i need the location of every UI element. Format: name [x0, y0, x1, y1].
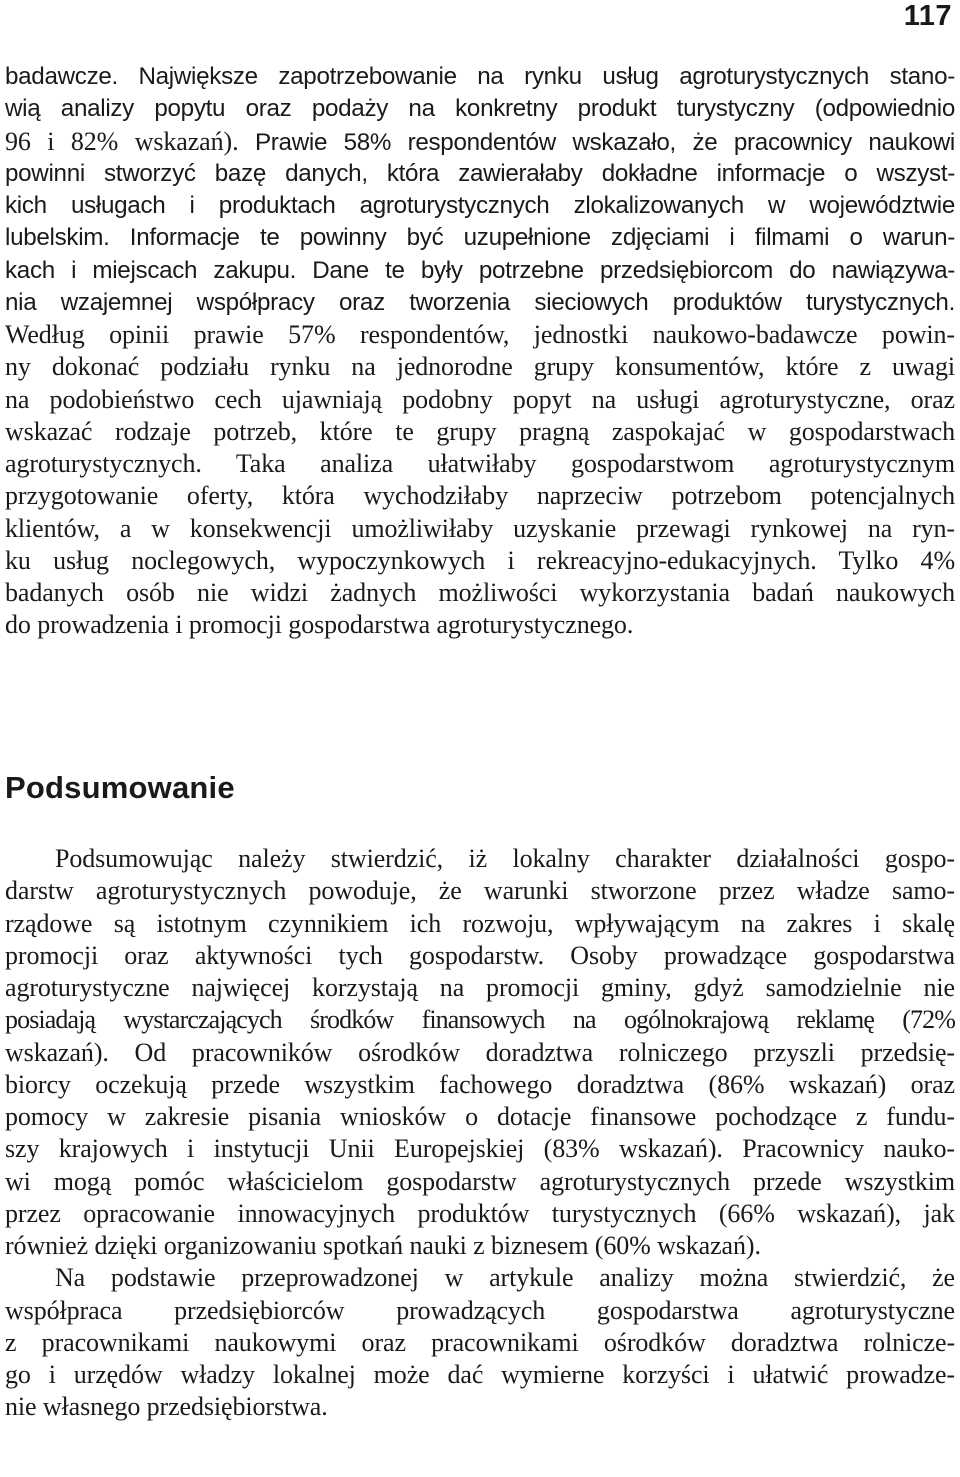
text-line: wią analizy popytu oraz podaży na konkretny produkt turystyczny (odpowiednio	[5, 95, 955, 123]
text-line: posiadają wystarczających środków finansowych na ogólnokrajową reklamę (72%	[5, 1005, 955, 1035]
text-line: przez opracowanie innowacyjnych produktów turystycznych (66% wskazań), jak	[5, 1198, 955, 1228]
text-line: przygotowanie oferty, która wychodziłaby naprzeciw potrzebom potencjalnych	[5, 481, 955, 511]
text-line: współpraca przedsiębiorców prowadzących gospodarstwa agroturystyczne	[5, 1295, 955, 1325]
text-line: nie własnego przedsiębiorstwa.	[5, 1392, 328, 1422]
text-line: na podobieństwo cech ujawniają podobny popyt na usługi agroturystyczne, oraz	[5, 384, 955, 414]
text-line: również dzięki organizowaniu spotkań nauki z biznesem (60% wskazań).	[5, 1231, 761, 1260]
text-line: do prowadzenia i promocji gospodarstwa agroturystycznego.	[5, 610, 634, 640]
text-line: kich usługach i produktach agroturystycznych zlokalizowanych w województwie	[5, 192, 955, 219]
section-heading: Podsumowanie	[5, 770, 235, 805]
text-line: badawcze. Największe zapotrzebowanie na rynku usług agroturystycznych stano-	[5, 63, 955, 90]
text-line: agroturystycznych. Taka analiza ułatwiłaby gospodarstwom agroturystycznym	[5, 449, 955, 478]
text-line: biorcy oczekują przede wszystkim fachowego doradztwa (86% wskazań) oraz	[5, 1069, 955, 1099]
text-line: ny dokonać podziału rynku na jednorodne grupy konsumentów, które z uwagi	[5, 352, 955, 382]
text-line: klientów, a w konsekwencji umożliwiłaby uzyskanie przewagi rynkowej na ryn-	[5, 513, 955, 543]
text-line: go i urzędów władzy lokalnej może dać wymierne korzyści i ułatwić prowadze-	[5, 1360, 955, 1389]
text-line: wskazać rodzaje potrzeb, które te grupy pragną zaspokajać w gospodarstwach	[5, 416, 955, 446]
text-line: szy krajowych i instytucji Unii Europejskiej (83% wskazań). Pracownicy nauko-	[5, 1134, 955, 1164]
text-line: kach i miejscach zakupu. Dane te były potrzebne przedsiębiorcom do nawiązywa-	[5, 256, 955, 284]
text-line: lubelskim. Informacje te powinny być uzupełnione zdjęciami i filmami o warun-	[5, 224, 955, 252]
text-line: z pracownikami naukowymi oraz pracownikami ośrodków doradztwa rolnicze-	[5, 1327, 955, 1357]
text-line-sans-part: Prawie 58% respondentów wskazało, że pracownicy naukowi	[254, 128, 955, 156]
text-line: darstw agroturystycznych powoduje, że warunki stworzone przez władze samo-	[5, 876, 955, 906]
body-text-top	[5, 61, 955, 642]
text-line: agroturystyczne najwięcej korzystają na promocji gminy, gdyż samodzielnie nie	[5, 973, 955, 1002]
text-line: wskazań). Od pracowników ośrodków doradztwa rolniczego przyszli przedsię-	[5, 1037, 955, 1067]
text-line: promocji oraz aktywności tych gospodarstw. Osoby prowadzące gospodarstwa	[5, 940, 955, 970]
text-line: wi mogą pomóc właścicielom gospodarstw agroturystycznych przede wszystkim	[5, 1166, 955, 1196]
body-text-bottom	[5, 843, 955, 1424]
text-line: nia wzajemnej współpracy oraz tworzenia sieciowych produktów turystycznych.	[5, 288, 955, 316]
text-line: powinni stworzyć bazę danych, która zawierałaby dokładne informacje o wszyst-	[5, 159, 955, 187]
text-line: badanych osób nie widzi żadnych możliwości wykorzystania badań naukowych	[5, 578, 955, 607]
text-line: rządowe są istotnym czynnikiem ich rozwoju, wpływającym na zakres i skalę	[5, 908, 955, 938]
text-line: Według opinii prawie 57% respondentów, jednostki naukowo-badawcze powin-	[5, 320, 955, 349]
text-line: ku usług noclegowych, wypoczynkowych i rekreacyjno-edukacyjnych. Tylko 4%	[5, 545, 955, 575]
page-number: 117	[903, 0, 952, 32]
text-line: Na podstawie przeprowadzonej w artykule analizy można stwierdzić, że	[55, 1263, 955, 1293]
text-line: 96 i 82% wskazań). Prawie 58% respondentów wskazało, że pracownicy naukowi	[5, 126, 955, 156]
text-line: pomocy w zakresie pisania wniosków o dotacje finansowe pochodzące z fundu-	[5, 1102, 955, 1131]
text-line: Podsumowując należy stwierdzić, iż lokalny charakter działalności gospo-	[55, 844, 955, 873]
